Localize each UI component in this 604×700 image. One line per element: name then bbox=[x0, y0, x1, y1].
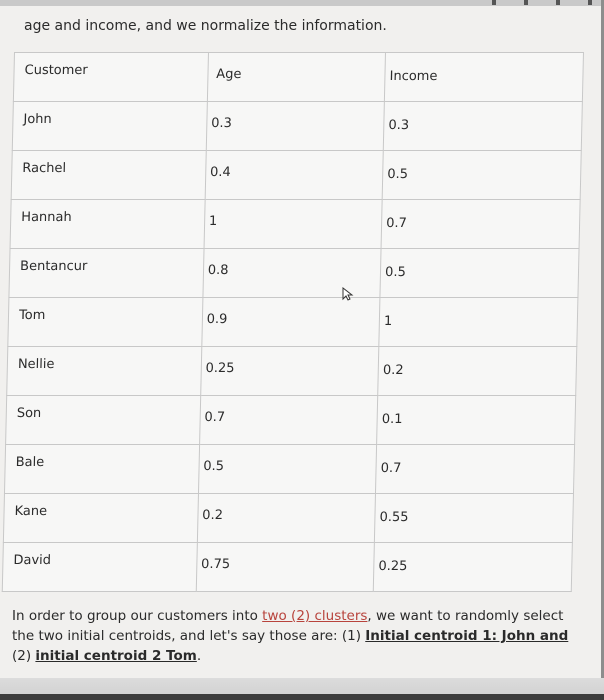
mouse-cursor-icon bbox=[342, 287, 354, 301]
cell-age: 0.4 bbox=[209, 165, 231, 180]
cell-age: 0.75 bbox=[200, 557, 231, 572]
table-cell bbox=[11, 151, 206, 200]
cell-customer: Nellie bbox=[17, 357, 55, 372]
cell-age: 0.25 bbox=[205, 361, 235, 376]
header-cell bbox=[207, 53, 385, 102]
cell-age: 0.2 bbox=[202, 508, 224, 523]
column-header-customer: Customer bbox=[24, 63, 88, 78]
table-cell bbox=[200, 347, 378, 396]
table-cell bbox=[7, 347, 202, 396]
cell-customer: Bentancur bbox=[19, 259, 88, 274]
table-cell bbox=[198, 445, 376, 494]
footer-text-4: . bbox=[196, 648, 202, 664]
instructions-paragraph bbox=[12, 606, 572, 666]
table-row bbox=[11, 151, 581, 200]
cell-income: 0.7 bbox=[380, 461, 402, 476]
table-cell bbox=[9, 249, 204, 298]
cell-age: 0.9 bbox=[206, 312, 228, 327]
table-cell bbox=[377, 396, 576, 445]
customer-table bbox=[2, 52, 584, 592]
table-cell bbox=[204, 200, 382, 249]
table-cell bbox=[8, 298, 203, 347]
table-cell bbox=[374, 494, 573, 543]
table-cell bbox=[199, 396, 377, 445]
clusters-link[interactable]: two (2) clusters bbox=[262, 608, 368, 624]
cell-income: 0.55 bbox=[379, 510, 409, 525]
table-row bbox=[8, 298, 578, 347]
table-cell bbox=[196, 543, 374, 592]
table-cell bbox=[10, 200, 205, 249]
cell-customer: Son bbox=[16, 406, 42, 421]
cell-customer: John bbox=[23, 112, 52, 127]
cell-income: 0.7 bbox=[386, 216, 408, 231]
table-cell bbox=[383, 102, 582, 151]
cell-income: 0.5 bbox=[387, 167, 409, 182]
table-row bbox=[7, 347, 577, 396]
table-cell bbox=[12, 102, 207, 151]
cell-customer: Hannah bbox=[21, 210, 72, 225]
intro-text: age and income, and we normalize the information. bbox=[24, 18, 387, 34]
cell-customer: David bbox=[13, 553, 52, 568]
table-row bbox=[4, 445, 574, 494]
table-cell bbox=[2, 543, 197, 592]
cell-income: 0.5 bbox=[384, 265, 406, 280]
cell-age: 0.7 bbox=[204, 410, 226, 425]
cell-income: 0.3 bbox=[388, 118, 410, 133]
cell-age: 0.3 bbox=[210, 116, 233, 131]
table-row bbox=[10, 200, 580, 249]
table-row bbox=[2, 543, 572, 592]
footer-text-2: , we want to randomly select the two initial centroids, and let's say those are: (1) bbox=[12, 608, 564, 644]
cell-income: 0.1 bbox=[381, 412, 403, 427]
table-cell bbox=[381, 200, 580, 249]
table-row bbox=[12, 102, 582, 151]
cell-customer: Kane bbox=[14, 504, 48, 519]
footer-text-1: In order to group our customers into bbox=[12, 608, 263, 624]
table-cell bbox=[382, 151, 581, 200]
centroid-1-text: Initial centroid 1: John and bbox=[365, 628, 569, 644]
cell-income: 0.25 bbox=[378, 559, 408, 574]
table-cell bbox=[3, 494, 198, 543]
cell-income: 0.2 bbox=[382, 363, 404, 378]
cell-age: 0.5 bbox=[203, 459, 225, 474]
header-cell bbox=[13, 53, 208, 102]
cell-customer: Rachel bbox=[22, 161, 67, 176]
table-cell bbox=[376, 445, 575, 494]
bottom-edge-bar bbox=[0, 678, 604, 700]
cell-age: 1 bbox=[208, 214, 218, 229]
footer-text-3: (2) bbox=[12, 648, 36, 664]
cell-age: 0.8 bbox=[207, 263, 229, 278]
table-cell bbox=[378, 347, 577, 396]
table-row bbox=[3, 494, 573, 543]
table-row bbox=[6, 396, 576, 445]
cell-income: 1 bbox=[383, 314, 393, 329]
table-cell bbox=[203, 249, 381, 298]
table-row bbox=[9, 249, 579, 298]
column-header-income: Income bbox=[389, 69, 438, 84]
table-cell bbox=[4, 445, 199, 494]
table-cell bbox=[205, 151, 383, 200]
top-edge-bar bbox=[0, 0, 604, 6]
table-header-row bbox=[13, 53, 583, 102]
header-cell bbox=[385, 53, 584, 102]
table-cell bbox=[202, 298, 380, 347]
table-cell bbox=[6, 396, 201, 445]
table-cell bbox=[197, 494, 375, 543]
cell-customer: Bale bbox=[15, 455, 45, 470]
table-cell bbox=[373, 543, 572, 592]
table-cell bbox=[380, 249, 579, 298]
column-header-age: Age bbox=[216, 67, 242, 82]
table-cell bbox=[206, 102, 384, 151]
centroid-2-text: initial centroid 2 Tom bbox=[35, 648, 197, 664]
cell-customer: Tom bbox=[18, 308, 46, 323]
table-cell bbox=[379, 298, 578, 347]
